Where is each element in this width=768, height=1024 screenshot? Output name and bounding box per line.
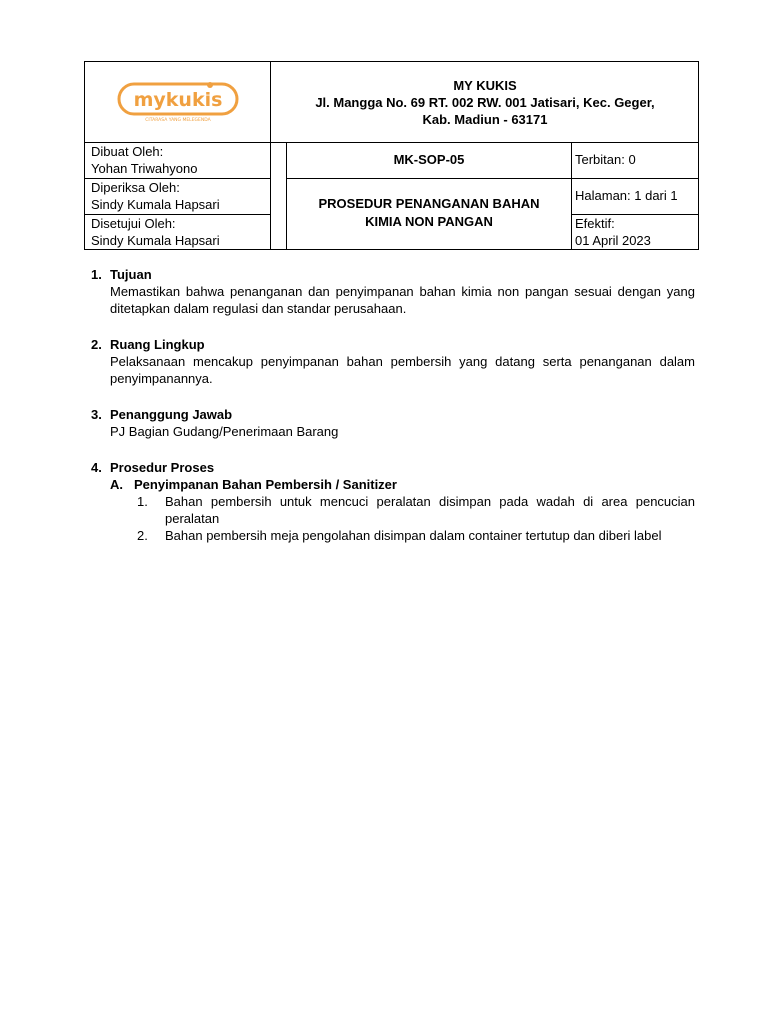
company-address-line1: Jl. Mangga No. 69 RT. 002 RW. 001 Jatisari, Kec. Geger,	[315, 94, 655, 110]
section-title: Prosedur Proses	[110, 460, 215, 475]
subsection-letter: A.	[110, 477, 123, 492]
list-item-text: Bahan pembersih meja pengolahan disimpan dalam container tertutup dan diberi label	[165, 528, 662, 543]
terbitan-value: Terbitan: 0	[575, 152, 636, 167]
doc-code: MK-SOP-05	[393, 152, 465, 167]
dibuat-name: Yohan Triwahyono	[91, 161, 198, 176]
section-tujuan	[91, 266, 695, 317]
section-title: Penanggung Jawab	[110, 407, 233, 422]
section-number: 2.	[91, 337, 102, 352]
company-address-line2: Kab. Madiun - 63171	[422, 111, 548, 127]
mykukis-logo-icon	[117, 80, 239, 124]
efektif-date: 01 April 2023	[575, 233, 651, 248]
section-title: Tujuan	[110, 267, 152, 282]
list-item	[137, 527, 695, 544]
disetujui-label: Disetujui Oleh:	[91, 216, 176, 231]
diperiksa-label: Diperiksa Oleh:	[91, 180, 180, 195]
efektif-label: Efektif:	[575, 216, 615, 231]
doc-title-line2: KIMIA NON PANGAN	[365, 214, 493, 229]
doc-title-line1: PROSEDUR PENANGANAN BAHAN	[318, 196, 540, 211]
list-item-text: Bahan pembersih untuk mencuci peralatan disimpan pada wadah di area pencucian peralatan	[165, 494, 695, 526]
section-number: 1.	[91, 267, 102, 282]
subsection-heading	[110, 476, 695, 493]
company-info-cell	[271, 62, 699, 142]
section-description: Memastikan bahwa penanganan dan penyimpanan bahan kimia non pangan sesuai dengan yang ditetapkan dalam regulasi dan standar perusahaan.	[110, 284, 695, 316]
list-item-number: 1.	[137, 494, 148, 509]
halaman-value: Halaman: 1 dari 1	[575, 188, 678, 203]
section-number: 4.	[91, 460, 102, 475]
section-description: Pelaksanaan mencakup penyimpanan bahan pembersih yang datang serta penanganan dalam penyimpanannya.	[110, 354, 695, 386]
sop-body	[91, 266, 695, 544]
logo-brand-text: mykukis	[133, 89, 222, 111]
disetujui-name: Sindy Kumala Hapsari	[91, 233, 220, 248]
section-number: 3.	[91, 407, 102, 422]
section-ruang-lingkup	[91, 336, 695, 387]
subsection-title: Penyimpanan Bahan Pembersih / Sanitizer	[134, 477, 397, 492]
section-title: Ruang Lingkup	[110, 337, 205, 352]
section-description: PJ Bagian Gudang/Penerimaan Barang	[110, 424, 339, 439]
dibuat-label: Dibuat Oleh:	[91, 144, 164, 159]
sop-header-table	[84, 61, 699, 250]
section-prosedur-proses	[91, 459, 695, 544]
company-name: MY KUKIS	[453, 77, 517, 93]
diperiksa-name: Sindy Kumala Hapsari	[91, 197, 220, 212]
company-logo-cell	[85, 62, 270, 142]
section-penanggung-jawab	[91, 406, 695, 440]
logo-tagline-text: CITARASA YANG MELEGENDA	[144, 118, 211, 123]
list-item-number: 2.	[137, 528, 148, 543]
list-item	[137, 493, 695, 527]
